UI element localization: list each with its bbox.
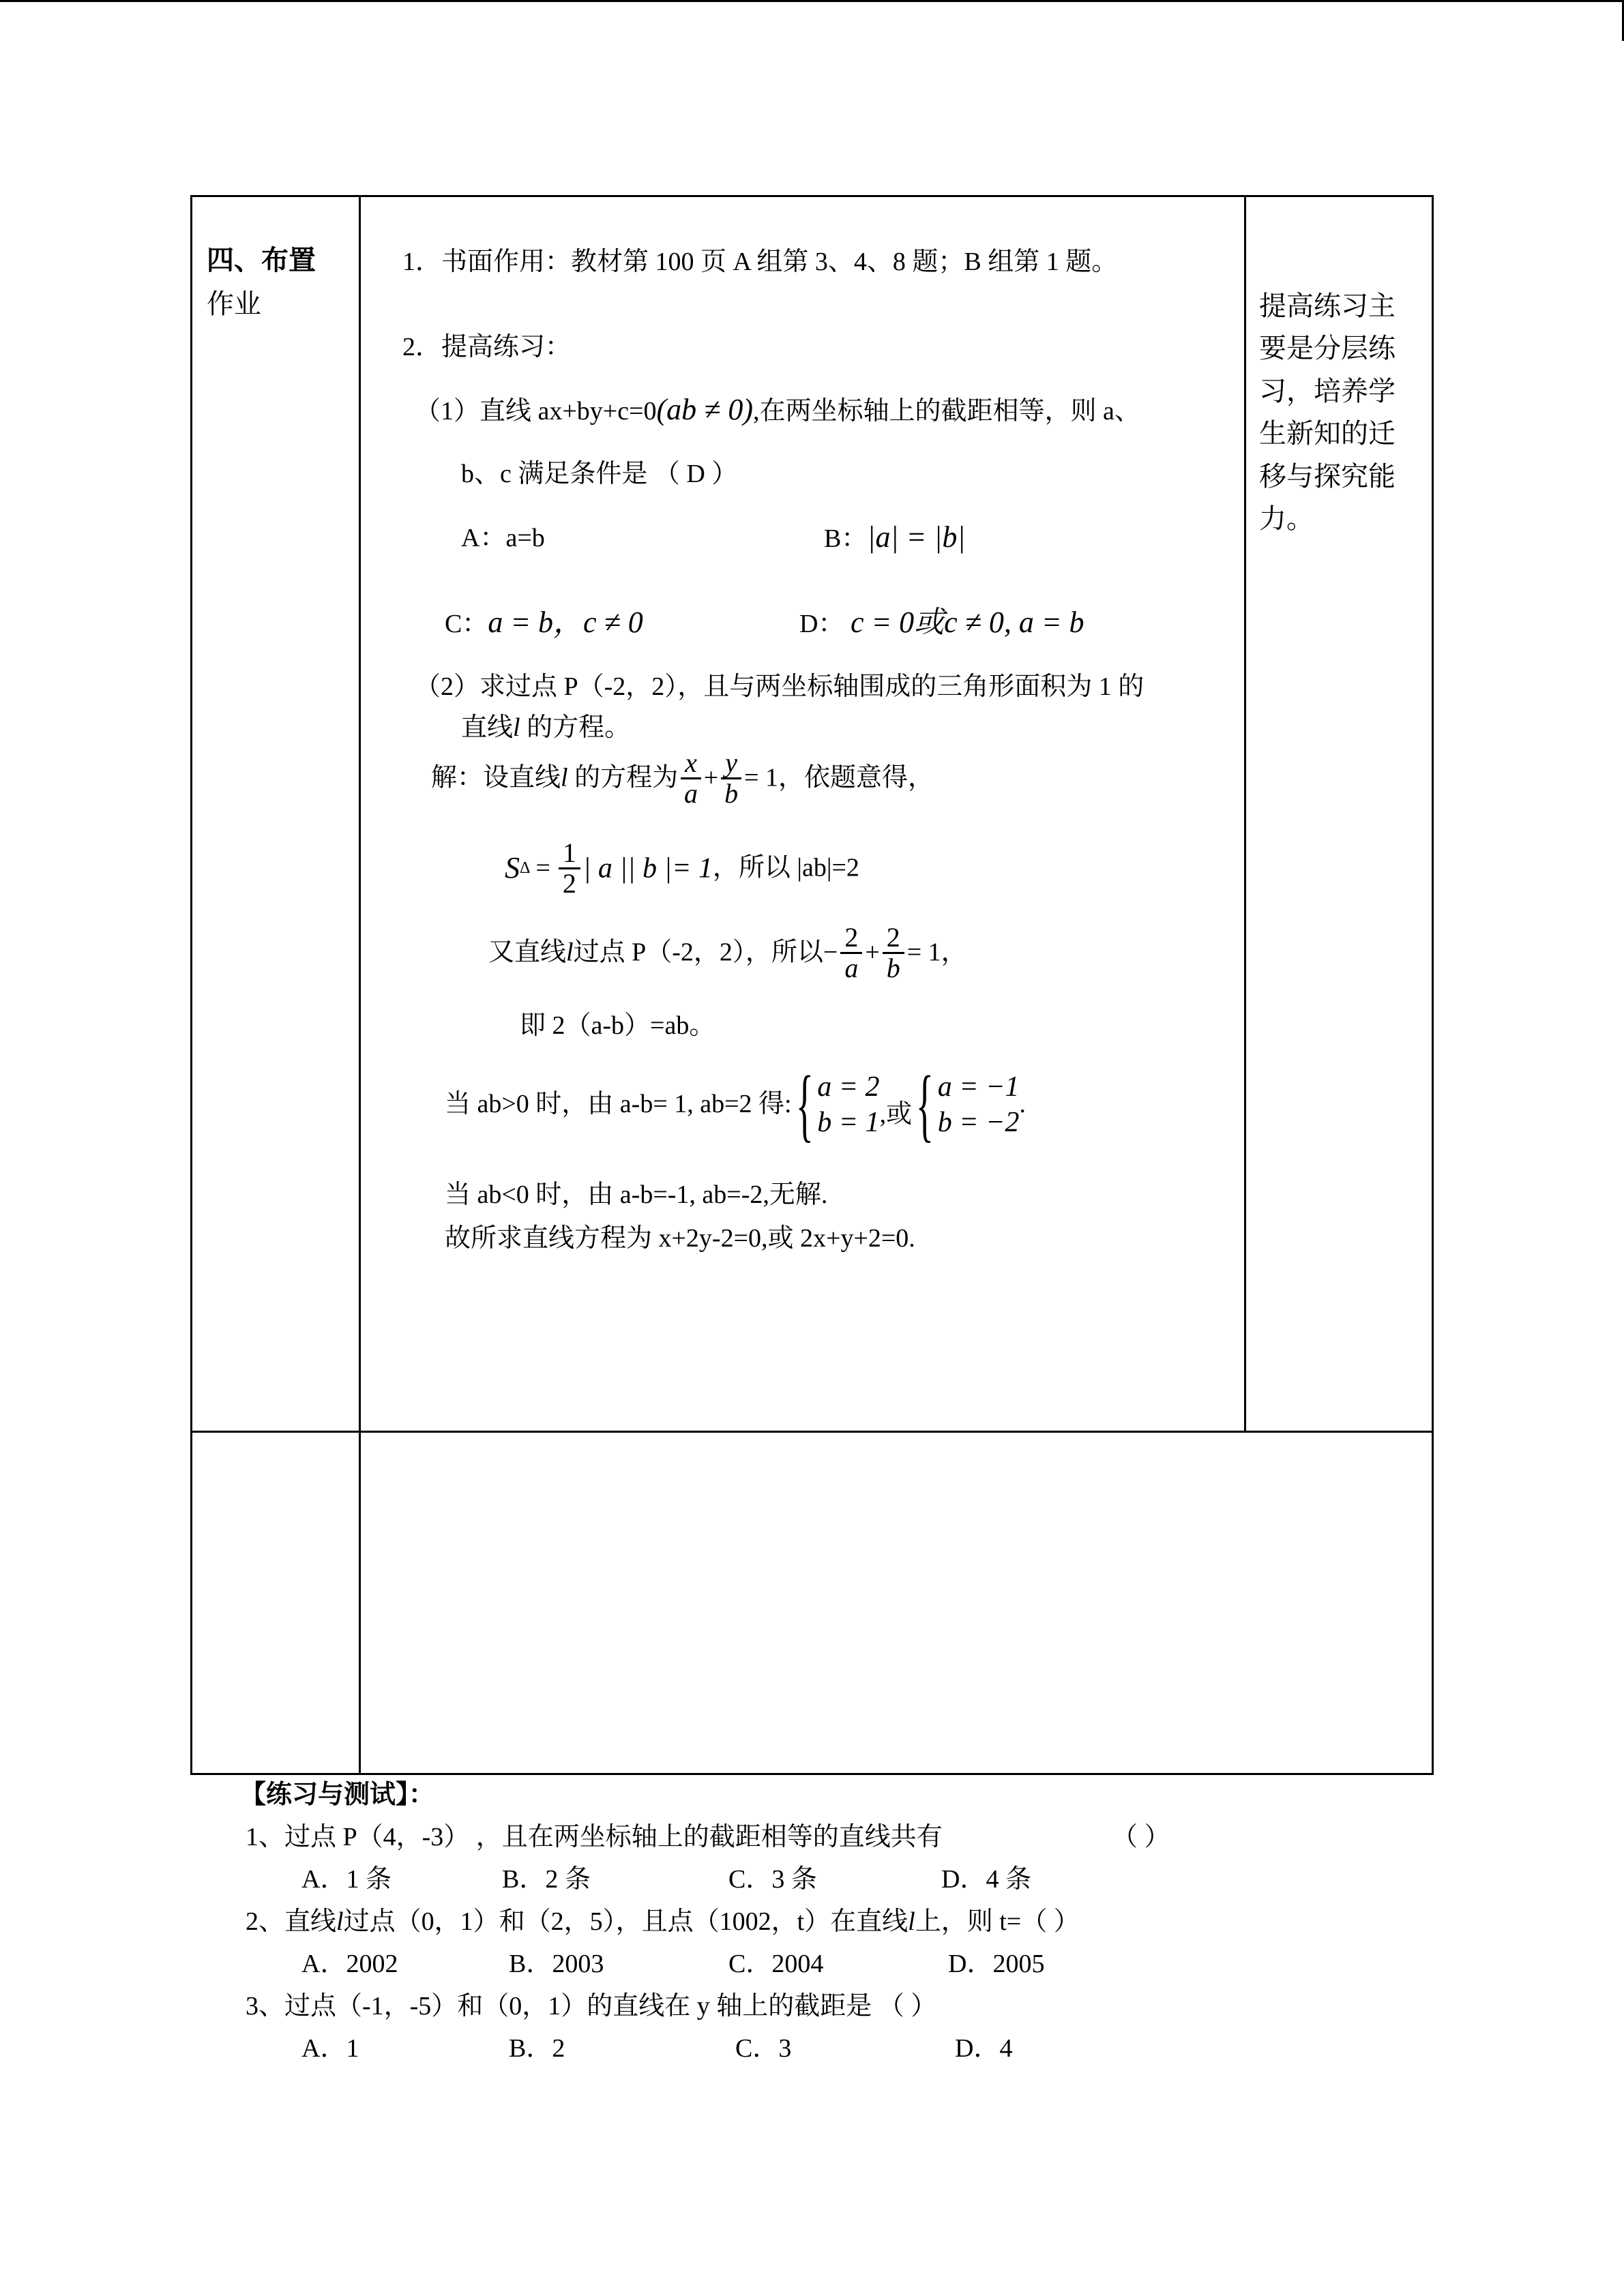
practice-q3-option-d: D．4: [955, 2034, 1013, 2063]
question-2-line-2: 直线l 的方程。: [461, 713, 631, 742]
option-a: A：a=b: [461, 524, 545, 552]
table-right-border: [1432, 195, 1434, 1775]
practice-q3-option-b: B．2: [509, 2034, 565, 2063]
page-top-border: [0, 0, 1624, 2]
section-label-line2: 作业: [207, 288, 261, 319]
option-d: D： c = 0或c ≠ 0, a = b: [799, 606, 1084, 639]
question-1-condition: (ab ≠ 0): [656, 393, 753, 426]
teaching-note: 提高练习主要是分层练习，培养学生新知的迁移与探究能力。: [1259, 290, 1396, 534]
left-brace-2: {: [915, 1059, 934, 1150]
table-left-border: [190, 195, 192, 1775]
solution-step-4: 即 2（a-b）=ab。: [520, 1011, 715, 1040]
option-c: C：a = b，c ≠ 0: [445, 606, 643, 639]
practice-q3-option-c: C．3: [735, 2034, 792, 2063]
practice-q1-option-c: C．3 条: [728, 1865, 817, 1894]
practice-q1-option-b: B．2 条: [502, 1865, 591, 1894]
practice-q3-option-a: A．1: [301, 2034, 359, 2063]
solution-step-7: 故所求直线方程为 x+2y-2=0,或 2x+y+2=0.: [445, 1224, 915, 1253]
practice-question-1: 1、过点 P（4，-3） ，且在两坐标轴上的截距相等的直线共有: [246, 1823, 943, 1851]
solution-step-5: 当 ab>0 时，由 a-b= 1, ab=2 得:{ a = 2 b = 1 ,或{ a = −1 b = −2 .: [445, 1059, 1026, 1150]
question-1-line-2: b、c 满足条件是 （ D ）: [461, 460, 738, 488]
practice-q1-option-a: A．1 条: [301, 1865, 392, 1894]
table-row-divider: [190, 1431, 1434, 1433]
homework-item-1: 1．书面作用：教材第 100 页 A 组第 3、4、8 题；B 组第 1 题。: [402, 248, 1118, 276]
table-bottom-border: [190, 1773, 1434, 1775]
table-col-divider-2: [1244, 195, 1246, 1433]
practice-q2-option-a: A．2002: [301, 1950, 398, 1978]
practice-q1-option-d: D．4 条: [941, 1865, 1031, 1894]
homework-item-2: 2．提高练习：: [402, 333, 572, 361]
practice-q2-option-c: C．2004: [728, 1950, 824, 1978]
question-1-line-1: （1）直线 ax+by+c=0(ab ≠ 0),在两坐标轴上的截距相等，则 a、: [415, 393, 1140, 426]
practice-q2-option-d: D．2005: [948, 1950, 1045, 1978]
solution-step-3: 又直线l过点 P（-2，2），所以− $\frac{2}{a}$ + $\frac{2}{b}$ = 1，: [488, 922, 967, 983]
section-label-line1: 四、布置: [207, 245, 316, 275]
solution-step-1: 解：设直线l 的方程为 $\frac{x}{a}$ + $\frac{y}{b}$ = 1，依题意得，: [431, 747, 934, 809]
practice-question-1-paren: （ ）: [1112, 1823, 1170, 1851]
left-brace-1: {: [795, 1059, 814, 1150]
question-2-line-1: （2）求过点 P（-2，2），且与两坐标轴围成的三角形面积为 1 的: [415, 672, 1145, 701]
option-b: B：|a| = |b|: [824, 520, 966, 554]
practice-heading: 【练习与测试】：: [240, 1780, 435, 1809]
table-top-border: [190, 195, 1434, 197]
solution-step-2: SΔ = $\frac{1}{2}$ | a || b |= 1，所以 |ab|=2: [505, 837, 859, 899]
solution-step-6: 当 ab<0 时，由 a-b=-1, ab=-2,无解.: [445, 1180, 828, 1209]
practice-question-3: 3、过点（-1，-5）和（0，1）的直线在 y 轴上的截距是 （ ）: [246, 1992, 937, 2021]
table-col-divider-1: [359, 195, 361, 1775]
practice-question-2: 2、直线l过点（0，1）和（2，5），且点（1002，t）在直线l上，则 t=（ ）: [246, 1907, 1080, 1936]
practice-q2-option-b: B．2003: [509, 1950, 604, 1978]
